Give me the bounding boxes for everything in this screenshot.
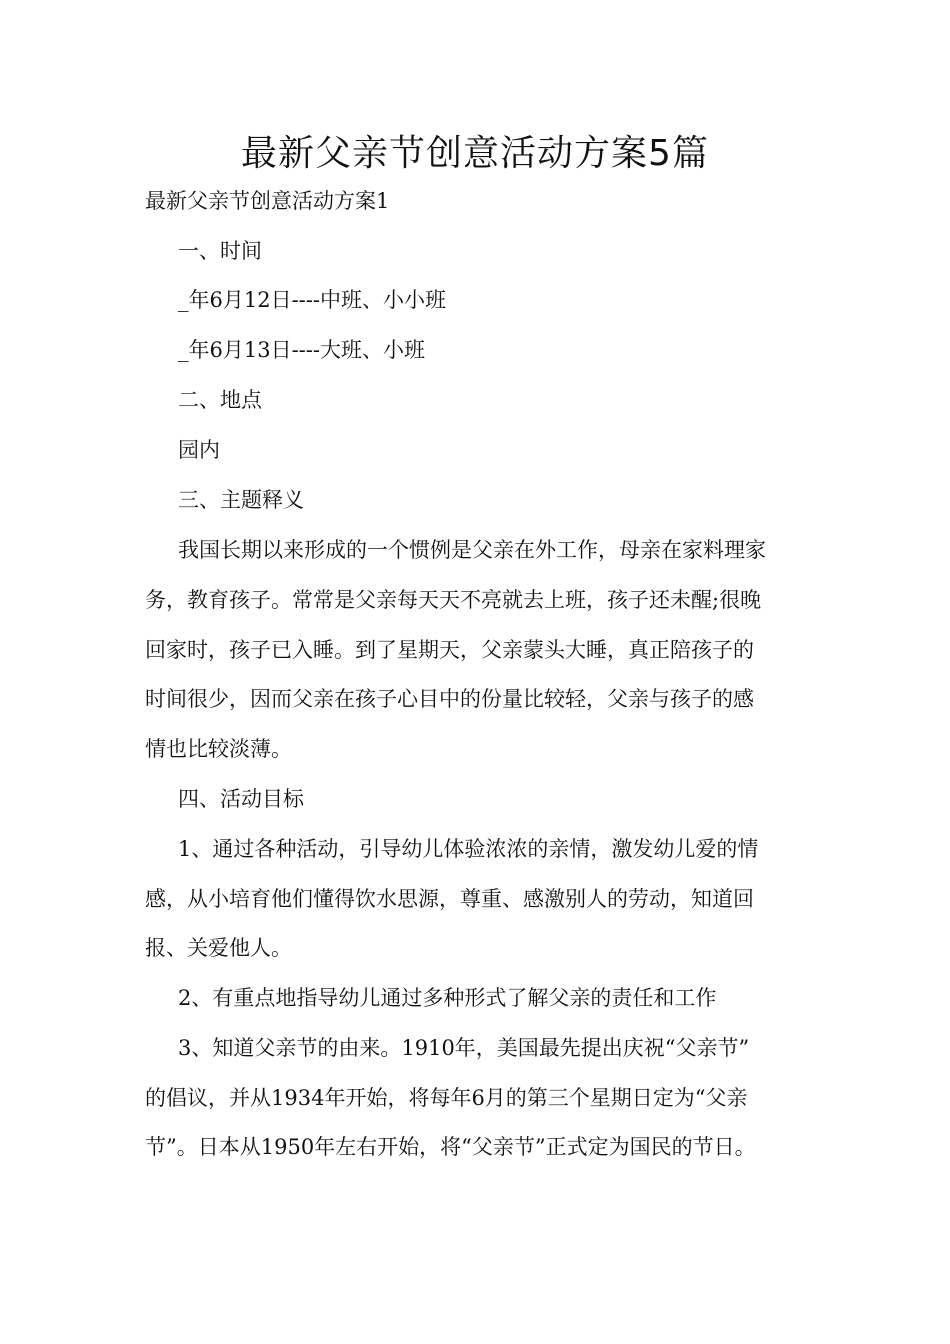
time-line: _年6月13日----大班、小班 xyxy=(178,338,425,362)
place-text: 园内 xyxy=(178,438,220,462)
goal-paragraph-line: 感，从小培育他们懂得饮水思源，尊重、感激别人的劳动，知道回 xyxy=(145,887,754,911)
section-heading-place: 二、地点 xyxy=(178,388,262,412)
goal-paragraph-line: 1、通过各种活动，引导幼儿体验浓浓的亲情，激发幼儿爱的情 xyxy=(178,837,759,861)
time-line: _年6月12日----中班、小小班 xyxy=(178,288,446,312)
theme-paragraph-line: 务，教育孩子。常常是父亲每天天不亮就去上班，孩子还未醒;很晚 xyxy=(145,588,762,612)
theme-paragraph-line: 情也比较淡薄。 xyxy=(145,737,292,761)
theme-paragraph-line: 我国长期以来形成的一个惯例是父亲在外工作，母亲在家料理家 xyxy=(178,538,766,562)
theme-paragraph-line: 时间很少，因而父亲在孩子心目中的份量比较轻，父亲与孩子的感 xyxy=(145,687,754,711)
theme-paragraph-line: 回家时，孩子已入睡。到了星期天，父亲蒙头大睡，真正陪孩子的 xyxy=(145,638,754,662)
document-title: 最新父亲节创意活动方案5篇 xyxy=(241,133,709,174)
goal-paragraph-line: 2、有重点地指导幼儿通过多种形式了解父亲的责任和工作 xyxy=(178,986,717,1010)
section-heading-time: 一、时间 xyxy=(178,239,262,263)
goal-paragraph-line: 报、关爱他人。 xyxy=(145,936,292,960)
section-heading-theme: 三、主题释义 xyxy=(178,488,304,512)
section-heading-goals: 四、活动目标 xyxy=(178,787,304,811)
plan-subtitle: 最新父亲节创意活动方案1 xyxy=(145,189,390,213)
goal-paragraph-line: 节”。日本从1950年左右开始，将“父亲节”正式定为国民的节日。 xyxy=(145,1135,756,1159)
goal-paragraph-line: 的倡议，并从1934年开始，将每年6月的第三个星期日定为“父亲 xyxy=(145,1086,748,1110)
goal-paragraph-line: 3、知道父亲节的由来。1910年，美国最先提出庆祝“父亲节” xyxy=(178,1036,750,1060)
